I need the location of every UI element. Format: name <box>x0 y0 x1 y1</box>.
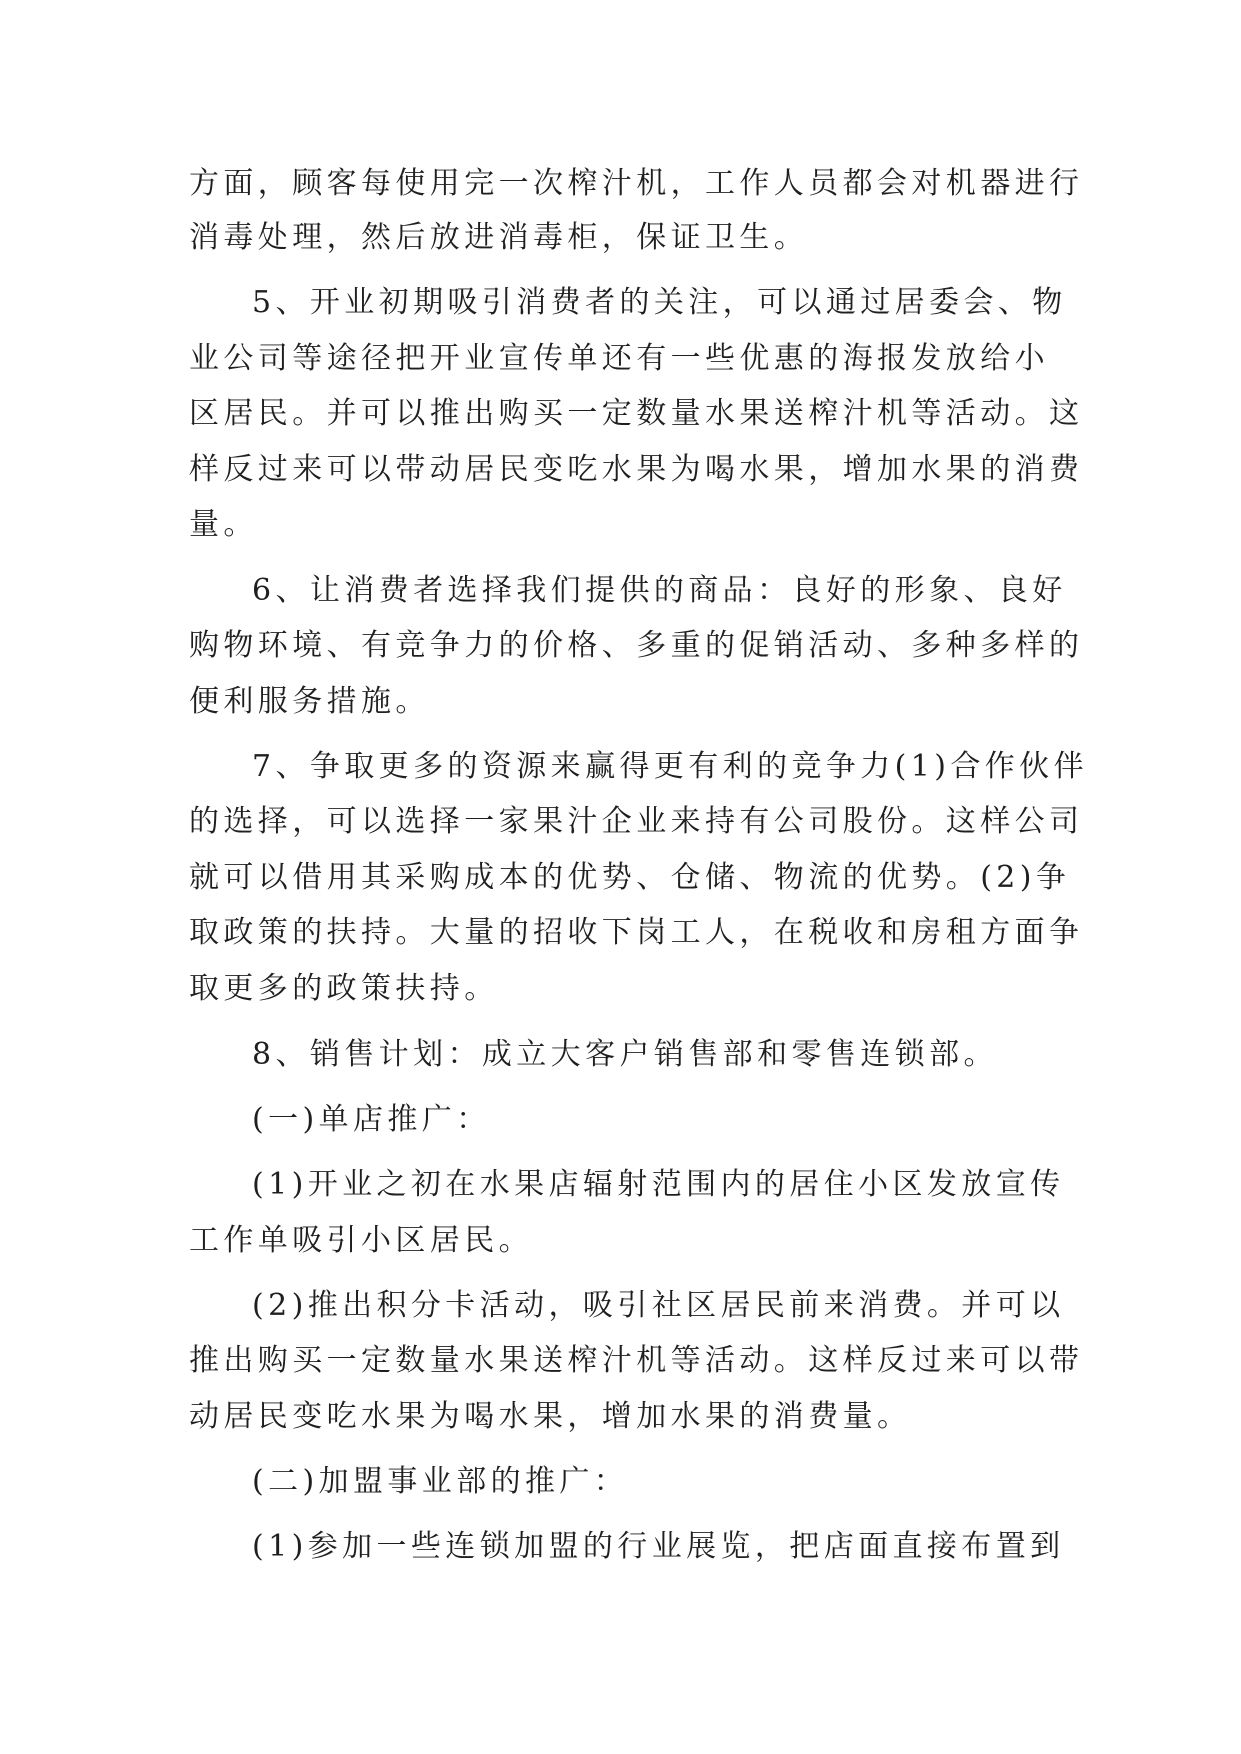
text-line: (1)参加一些连锁加盟的行业展览，把店面直接布置到 <box>252 1529 1065 1564</box>
text-line: 6、让消费者选择我们提供的商品：良好的形象、良好 <box>252 573 1067 608</box>
text-line: 工作单吸引小区居民。 <box>189 1223 533 1258</box>
text-line: 消毒处理，然后放进消毒柜，保证卫生。 <box>189 220 809 255</box>
text-line: 就可以借用其采购成本的优势、仓储、物流的优势。(2)争 <box>189 860 1071 895</box>
text-line: (1)开业之初在水果店辐射范围内的居住小区发放宣传 <box>252 1167 1065 1202</box>
text-line: 推出购买一定数量水果送榨汁机等活动。这样反过来可以带 <box>189 1343 1084 1378</box>
text-line: 购物环境、有竞争力的价格、多重的促销活动、多种多样的 <box>189 628 1084 663</box>
text-line: 取更多的政策扶持。 <box>189 971 499 1006</box>
text-line: 动居民变吃水果为喝水果，增加水果的消费量。 <box>189 1399 912 1434</box>
text-line: 业公司等途径把开业宣传单还有一些优惠的海报发放给小 <box>189 341 1049 376</box>
text-line: 区居民。并可以推出购买一定数量水果送榨汁机等活动。这 <box>189 396 1084 431</box>
text-line: 5、开业初期吸引消费者的关注，可以通过居委会、物 <box>252 285 1067 320</box>
text-line: 便利服务措施。 <box>189 684 430 719</box>
text-line: 量。 <box>189 507 258 542</box>
text-line: 8、销售计划：成立大客户销售部和零售连锁部。 <box>252 1037 998 1072</box>
text-line: (2)推出积分卡活动，吸引社区居民前来消费。并可以 <box>252 1288 1065 1323</box>
text-line: (二)加盟事业部的推广： <box>252 1464 629 1499</box>
text-line: 方面，顾客每使用完一次榨汁机，工作人员都会对机器进行 <box>189 166 1084 201</box>
text-line: 样反过来可以带动居民变吃水果为喝水果，增加水果的消费 <box>189 452 1084 487</box>
text-line: 取政策的扶持。大量的招收下岗工人，在税收和房租方面争 <box>189 915 1084 950</box>
text-line: (一)单店推广： <box>252 1102 491 1137</box>
text-line: 7、争取更多的资源来赢得更有利的竞争力(1)合作伙伴 <box>252 749 1088 784</box>
text-line: 的选择，可以选择一家果汁企业来持有公司股份。这样公司 <box>189 804 1084 839</box>
